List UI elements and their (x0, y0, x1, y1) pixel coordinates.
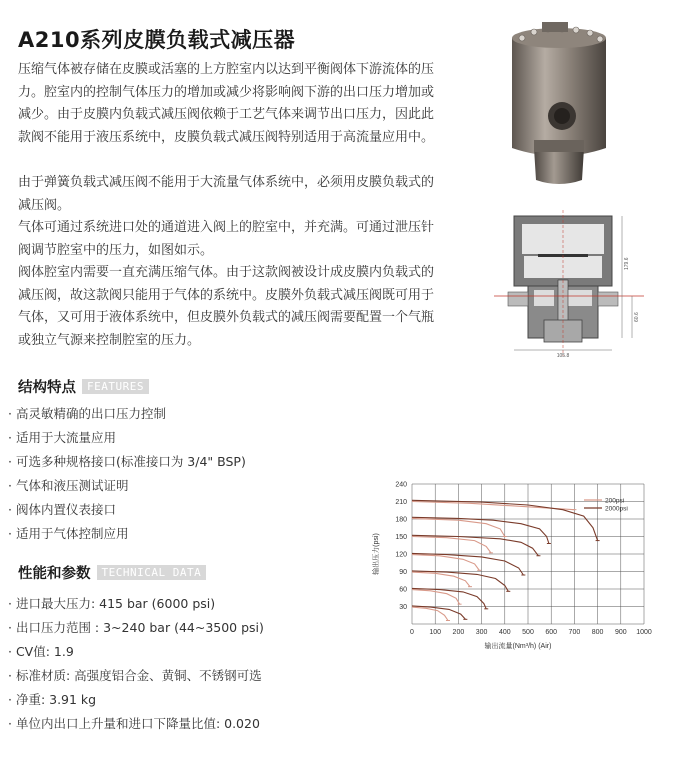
drawing-dim-port: 60.6 (634, 312, 640, 322)
features-title: 结构特点 (18, 380, 76, 396)
y-tick-label: 180 (395, 516, 407, 524)
feature-item: · 阀体内置仪表接口 (8, 502, 116, 517)
intro-paragraph-4: 阀体腔室内需要一直充满压缩气体。由于这款阀被设计成皮膜内负载式的减压阀，故这款阀只能用于气体的系统中。皮膜外负载式减压阀既可用于气体，又可用于液体系统中，但皮膜外负载式的减压阀需要配置一个气瓶或独立气源来控制腔室的压力。 (18, 265, 435, 348)
series-line (412, 537, 491, 553)
x-tick-label: 200 (452, 629, 465, 636)
legend-label: 2000psi (605, 505, 628, 513)
spec-item: · 净重: 3.91 kg (8, 692, 97, 707)
x-tick-label: 800 (591, 629, 604, 636)
legend-label: 200psi (605, 497, 625, 505)
intro-paragraph-3: 气体可通过系统进口处的通道进入阀上的腔室中，并充满。可通过泄压针阀调节腔室中的压力，如图如示。 (18, 220, 435, 258)
specs-heading (18, 562, 206, 583)
y-tick-label: 210 (395, 499, 407, 506)
flow-pressure-chart (366, 472, 666, 662)
series-line (412, 572, 470, 587)
intro-paragraph-2: 由于弹簧负载式减压阀不能用于大流量气体系统中，必须用皮膜负载式的减压阀。 (18, 175, 435, 213)
y-tick-label: 60 (399, 586, 407, 594)
drawing-dim-width: 105.8 (556, 353, 570, 358)
y-tick-label: 90 (399, 569, 407, 576)
y-tick-label: 120 (395, 551, 407, 559)
features-tag: FEATURES (82, 379, 149, 394)
x-tick-label: 400 (498, 629, 511, 636)
series-line (412, 517, 549, 543)
x-tick-label: 700 (568, 629, 581, 636)
x-tick-label: 0 (410, 629, 414, 636)
feature-item: · 可选多种规格接口(标准接口为 3/4" BSP) (8, 454, 246, 469)
spec-item: · CV值: 1.9 (8, 644, 74, 659)
page-title: A210系列皮膜负载式减压器 (18, 28, 296, 52)
intro-paragraph-1: 压缩气体被存储在皮膜或活塞的上方腔室内以达到平衡阀体下游流体的压力。腔室内的控制气体压力的增加或减少将影响阀下游的出口压力增加或减少。由于皮膜内负载式减压阀依赖于工艺气体来调节出口压力，因此此款阀不能用于液压系统中，皮膜负载式减压阀特别适用于高流量应用中。 (18, 62, 435, 145)
series-line (412, 590, 460, 605)
spec-item: · 出口压力范围 : 3~240 bar (44~3500 psi) (8, 620, 264, 635)
x-tick-label: 300 (475, 629, 488, 636)
y-tick-label: 30 (399, 604, 407, 611)
feature-item: · 适用于大流量应用 (8, 430, 116, 445)
x-tick-label: 600 (545, 629, 558, 636)
specs-title: 性能和参数 (18, 566, 91, 582)
series-line (412, 535, 538, 556)
x-tick-label: 900 (614, 629, 627, 636)
drawing-dim-height: 179.6 (624, 257, 630, 270)
y-tick-label: 240 (395, 481, 407, 489)
spec-item: · 进口最大压力: 415 bar (6000 psi) (8, 596, 216, 611)
spec-item: · 标准材质: 高强度铝合金、黄铜、不锈钢可选 (8, 668, 262, 683)
series-line (412, 555, 479, 571)
x-axis-label: 输出流量(Nm³/h) (Air) (484, 643, 552, 650)
x-tick-label: 500 (522, 629, 534, 636)
spec-item: · 单位内出口上升量和进口下降量比值: 0.020 (8, 716, 260, 731)
feature-item: · 适用于气体控制应用 (8, 526, 129, 541)
y-tick-label: 150 (395, 534, 407, 541)
specs-tag: TECHNICAL DATA (97, 565, 207, 580)
x-tick-label: 100 (429, 629, 442, 636)
series-line (412, 571, 508, 591)
features-heading (18, 376, 149, 397)
regulator-photo (504, 20, 614, 190)
y-axis-label: 输出压力(psi) (373, 533, 380, 575)
x-tick-label: 1000 (636, 629, 652, 636)
feature-item: · 高灵敏精确的出口压力控制 (8, 406, 166, 421)
feature-item: · 气体和液压测试证明 (8, 478, 129, 493)
series-line (412, 588, 486, 608)
section-drawing (494, 210, 644, 358)
